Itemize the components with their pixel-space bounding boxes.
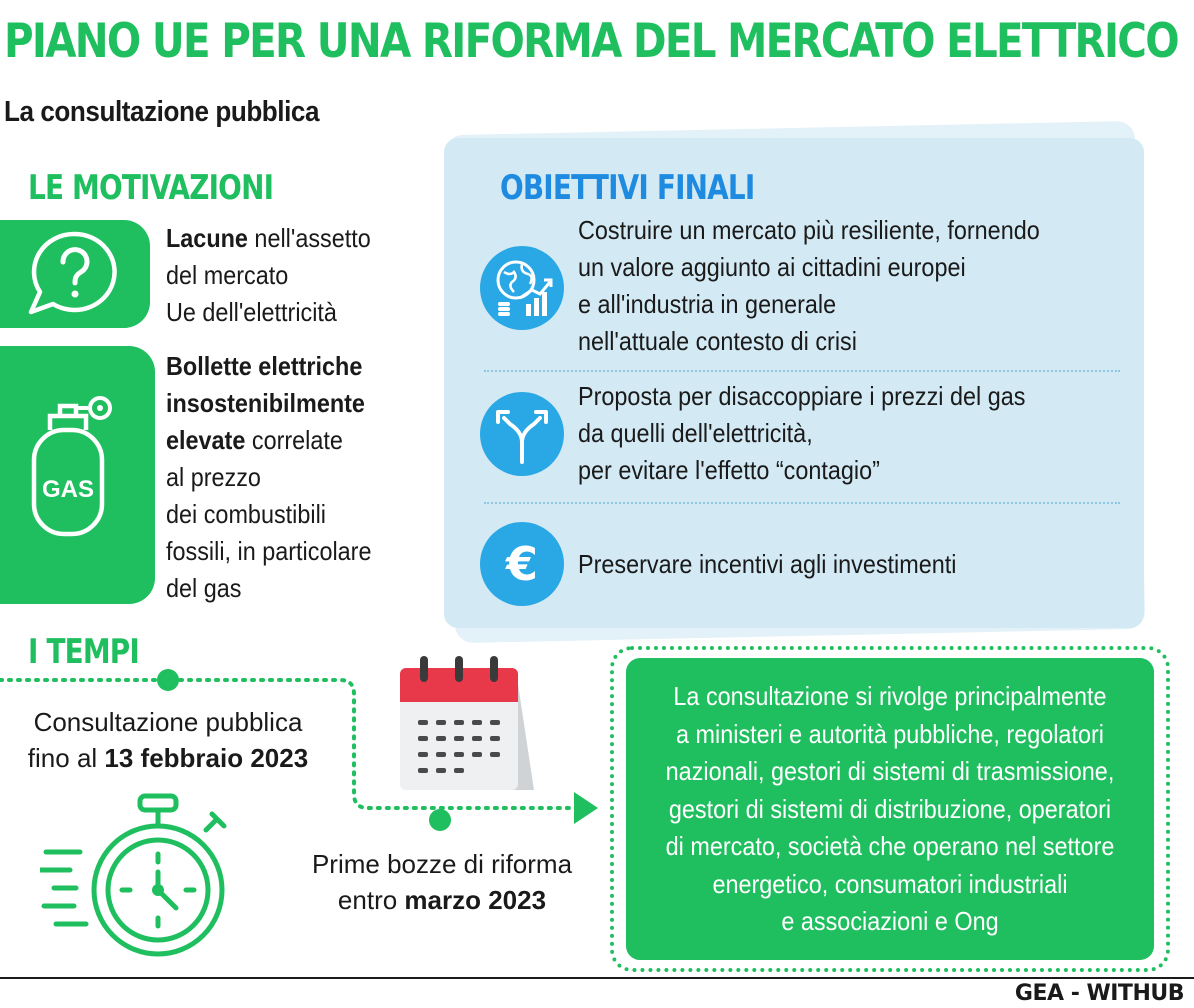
stopwatch-icon bbox=[40, 790, 270, 970]
tempi-step-1 bbox=[20, 704, 316, 776]
page-title: PIANO UE PER UNA RIFORMA DEL MERCATO ELETTRICO bbox=[4, 14, 1178, 69]
euro-icon bbox=[480, 522, 564, 606]
obiettivo-3-text bbox=[578, 546, 956, 583]
question-bubble-icon bbox=[0, 220, 150, 328]
motivazioni-heading: LE MOTIVAZIONI bbox=[28, 168, 274, 208]
motivazione-2-line3-bold: elevate bbox=[166, 425, 246, 455]
obiettivo-2-line2: da quelli dell'elettricità, bbox=[578, 418, 813, 448]
motivazione-2-line7: del gas bbox=[166, 573, 242, 603]
motivazione-2-line2: insostenibilmente bbox=[166, 388, 365, 418]
calendar-icon bbox=[396, 654, 540, 794]
obiettivo-1-line3: e all'industria in generale bbox=[578, 289, 837, 319]
consultazione-line: energetico, consumatori industriali bbox=[712, 868, 1068, 899]
motivazione-2-line3: correlate bbox=[245, 425, 343, 455]
motivazione-1-line2: del mercato bbox=[166, 260, 289, 290]
tempi-step-1-line1: Consultazione pubblica bbox=[33, 707, 303, 737]
obiettivi-divider bbox=[484, 502, 1120, 504]
obiettivo-1-line1: Costruire un mercato più resiliente, fornendo bbox=[578, 215, 1040, 245]
tempi-step-1-pre: fino al bbox=[27, 743, 105, 773]
consultazione-line: nazionali, gestori di sistemi di trasmissione, bbox=[665, 756, 1115, 786]
globe-growth-icon bbox=[480, 246, 564, 330]
gas-label: GAS bbox=[41, 476, 95, 503]
obiettivo-2-text bbox=[578, 378, 1025, 489]
tempi-heading: I TEMPI bbox=[28, 632, 139, 672]
gas-cylinder-icon bbox=[0, 346, 155, 604]
tempi-step-2 bbox=[298, 846, 586, 918]
obiettivi-heading: OBIETTIVI FINALI bbox=[500, 168, 755, 208]
motivazione-2-line6: fossili, in particolare bbox=[166, 536, 372, 566]
obiettivo-1-line2: un valore aggiunto ai cittadini europei bbox=[578, 252, 966, 282]
obiettivo-2-line1: Proposta per disaccoppiare i prezzi del gas bbox=[578, 381, 1026, 411]
motivazione-1-block bbox=[0, 220, 150, 328]
consultazione-line: e associazioni e Ong bbox=[781, 906, 999, 936]
motivazione-2-line5: dei combustibili bbox=[166, 499, 326, 529]
credit-label: GEA - WITHUB bbox=[1014, 981, 1184, 1006]
obiettivo-2-line3: per evitare l'effetto “contagio” bbox=[578, 455, 880, 485]
tempi-step-2-date: marzo 2023 bbox=[404, 885, 547, 915]
motivazione-2-text bbox=[166, 348, 371, 607]
page-subtitle: La consultazione pubblica bbox=[4, 96, 320, 128]
motivazione-1-bold: Lacune bbox=[166, 223, 248, 253]
consultazione-line: di mercato, società che operano nel settore bbox=[665, 831, 1115, 861]
obiettivo-3-line1: Preservare incentivi agli investimenti bbox=[578, 549, 957, 579]
motivazione-2-block bbox=[0, 346, 155, 604]
motivazione-2-line1: Bollette elettriche bbox=[166, 351, 363, 381]
consultazione-line: La consultazione si rivolge principalmente bbox=[673, 681, 1107, 711]
consultazione-line: a ministeri e autorità pubbliche, regolatori bbox=[676, 718, 1104, 749]
consultazione-text bbox=[626, 678, 1154, 941]
timeline-arrow-icon bbox=[574, 792, 598, 824]
euro-symbol: € bbox=[505, 537, 539, 591]
obiettivi-divider bbox=[484, 370, 1120, 372]
consultazione-line: gestori di sistemi di distribuzione, operatori bbox=[668, 793, 1112, 824]
footer-divider bbox=[0, 977, 1194, 979]
motivazione-2-line4: al prezzo bbox=[166, 462, 261, 492]
obiettivo-1-text bbox=[578, 212, 1040, 360]
timeline-dot bbox=[157, 669, 179, 691]
tempi-step-2-pre: entro bbox=[337, 885, 405, 915]
motivazione-1-text bbox=[166, 220, 371, 331]
tempi-step-1-date: 13 febbraio 2023 bbox=[104, 743, 309, 773]
obiettivo-1-line4: nell'attuale contesto di crisi bbox=[578, 326, 857, 356]
motivazione-1-line1: nell'assetto bbox=[247, 223, 371, 253]
tempi-step-2-line1: Prime bozze di riforma bbox=[311, 849, 573, 879]
motivazione-1-line3: Ue dell'elettricità bbox=[166, 297, 337, 327]
split-arrows-icon bbox=[480, 392, 564, 476]
timeline-dot bbox=[429, 809, 451, 831]
